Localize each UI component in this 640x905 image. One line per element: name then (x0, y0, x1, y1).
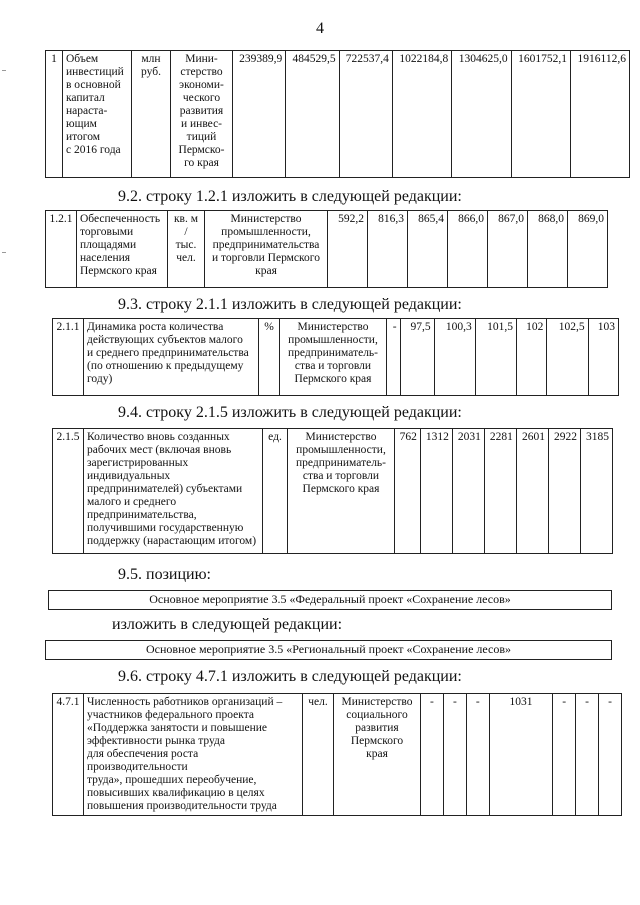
row-number: 4.7.1 (53, 694, 84, 816)
table-row (53, 319, 619, 396)
value-cell: 816,3 (368, 211, 408, 288)
value-cell: - (553, 694, 576, 816)
value-cell: 1312 (420, 429, 452, 554)
value-cell: 97,5 (400, 319, 434, 396)
value-cell: 2922 (548, 429, 580, 554)
unit: чел. (303, 694, 334, 816)
value-cell: 866,0 (448, 211, 488, 288)
responsible-org: Министерство промышленности, предприниматель- ства и торговли Пермского края (288, 429, 395, 554)
table-row (46, 51, 630, 178)
value-cell: - (421, 694, 444, 816)
row-number: 1.2.1 (46, 211, 77, 288)
section-heading-9-3: 9.3. строку 2.1.1 изложить в следующей редакции: (118, 296, 462, 313)
section-heading-9-5: 9.5. позицию: (118, 566, 211, 583)
unit: ед. (263, 429, 288, 554)
value-cell: 2601 (516, 429, 548, 554)
value-cell: 722537,4 (339, 51, 392, 178)
value-cell: 2281 (484, 429, 516, 554)
value-cell: 484529,5 (286, 51, 339, 178)
section-heading-9-6: 9.6. строку 4.7.1 изложить в следующей редакции: (118, 668, 462, 685)
value-cell: 1916112,6 (571, 51, 630, 178)
value-cell: - (576, 694, 599, 816)
responsible-org: Мини- стерство экономи- ческого развития и инвес- тиций Пермско- го края (171, 51, 233, 178)
indicator-name: Обеспеченность торговыми площадями населения Пермского края (77, 211, 168, 288)
value-cell: 102 (516, 319, 546, 396)
table-row-4-7-1 (52, 693, 622, 816)
value-cell: 592,2 (328, 211, 368, 288)
page-number: 4 (316, 20, 324, 37)
value-cell: 3185 (580, 429, 612, 554)
table-row-2-1-5 (52, 428, 613, 554)
indicator-name: Объем инвестиций в основной капитал нараста- ющим итогом с 2016 года (63, 51, 132, 178)
unit: % (259, 319, 280, 396)
row-number: 2.1.1 (53, 319, 84, 396)
value-cell: 867,0 (488, 211, 528, 288)
value-cell: 1304625,0 (452, 51, 511, 178)
table-row-1 (45, 50, 630, 178)
value-cell: 868,0 (528, 211, 568, 288)
value-cell: - (466, 694, 489, 816)
value-cell: 762 (395, 429, 421, 554)
table-row (46, 211, 608, 288)
value-cell: 101,5 (475, 319, 516, 396)
table-row-2-1-1 (52, 318, 619, 396)
table-row (53, 429, 613, 554)
unit: млн руб. (132, 51, 171, 178)
indicator-name: Численность работников организаций – участников федерального проекта «Поддержка занятости и повышение эффективности рынка труда для обеспечения роста производительности труда», прошедших переобучение, повысивших квалификацию в целях повышения производительности труда (84, 694, 303, 816)
section-heading-9-4: 9.4. строку 2.1.5 изложить в следующей редакции: (118, 404, 462, 421)
row-number: 1 (46, 51, 63, 178)
indicator-name: Динамика роста количества действующих субъектов малого и среднего предпринимательства (по отношению к предыдущему году) (84, 319, 259, 396)
new-position-box: Основное мероприятие 3.5 «Региональный проект «Сохранение лесов» (45, 640, 612, 660)
value-cell: 102,5 (547, 319, 588, 396)
value-cell: 103 (588, 319, 618, 396)
section-heading-9-2: 9.2. строку 1.2.1 изложить в следующей редакции: (118, 188, 462, 205)
responsible-org: Министерство социального развития Пермского края (334, 694, 421, 816)
row-number: 2.1.5 (53, 429, 84, 554)
value-cell: 869,0 (568, 211, 608, 288)
value-cell: 239389,9 (233, 51, 286, 178)
scan-margin-mark (2, 252, 6, 253)
indicator-name: Количество вновь созданных рабочих мест (включая вновь зарегистрированных индивидуальных предпринимателей) субъектами малого и среднего предпринимательства, получившими государственную поддержку (нарастающим итогом) (84, 429, 263, 554)
unit: кв. м / тыс. чел. (168, 211, 205, 288)
table-row (53, 694, 622, 816)
responsible-org: Министерство промышленности, предприниматель- ства и торговли Пермского края (280, 319, 387, 396)
section-heading-new-wording: изложить в следующей редакции: (112, 616, 343, 633)
value-cell: 100,3 (434, 319, 475, 396)
value-cell: 1031 (489, 694, 552, 816)
value-cell: - (599, 694, 622, 816)
table-row-1-2-1 (45, 210, 608, 288)
value-cell: - (387, 319, 401, 396)
scan-margin-mark (2, 70, 6, 71)
responsible-org: Министерство промышленности, предпринимательства и торговли Пермского края (205, 211, 328, 288)
value-cell: 1022184,8 (392, 51, 451, 178)
old-position-box: Основное мероприятие 3.5 «Федеральный проект «Сохранение лесов» (48, 590, 612, 610)
value-cell: 2031 (452, 429, 484, 554)
value-cell: 865,4 (408, 211, 448, 288)
value-cell: 1601752,1 (511, 51, 570, 178)
value-cell: - (443, 694, 466, 816)
